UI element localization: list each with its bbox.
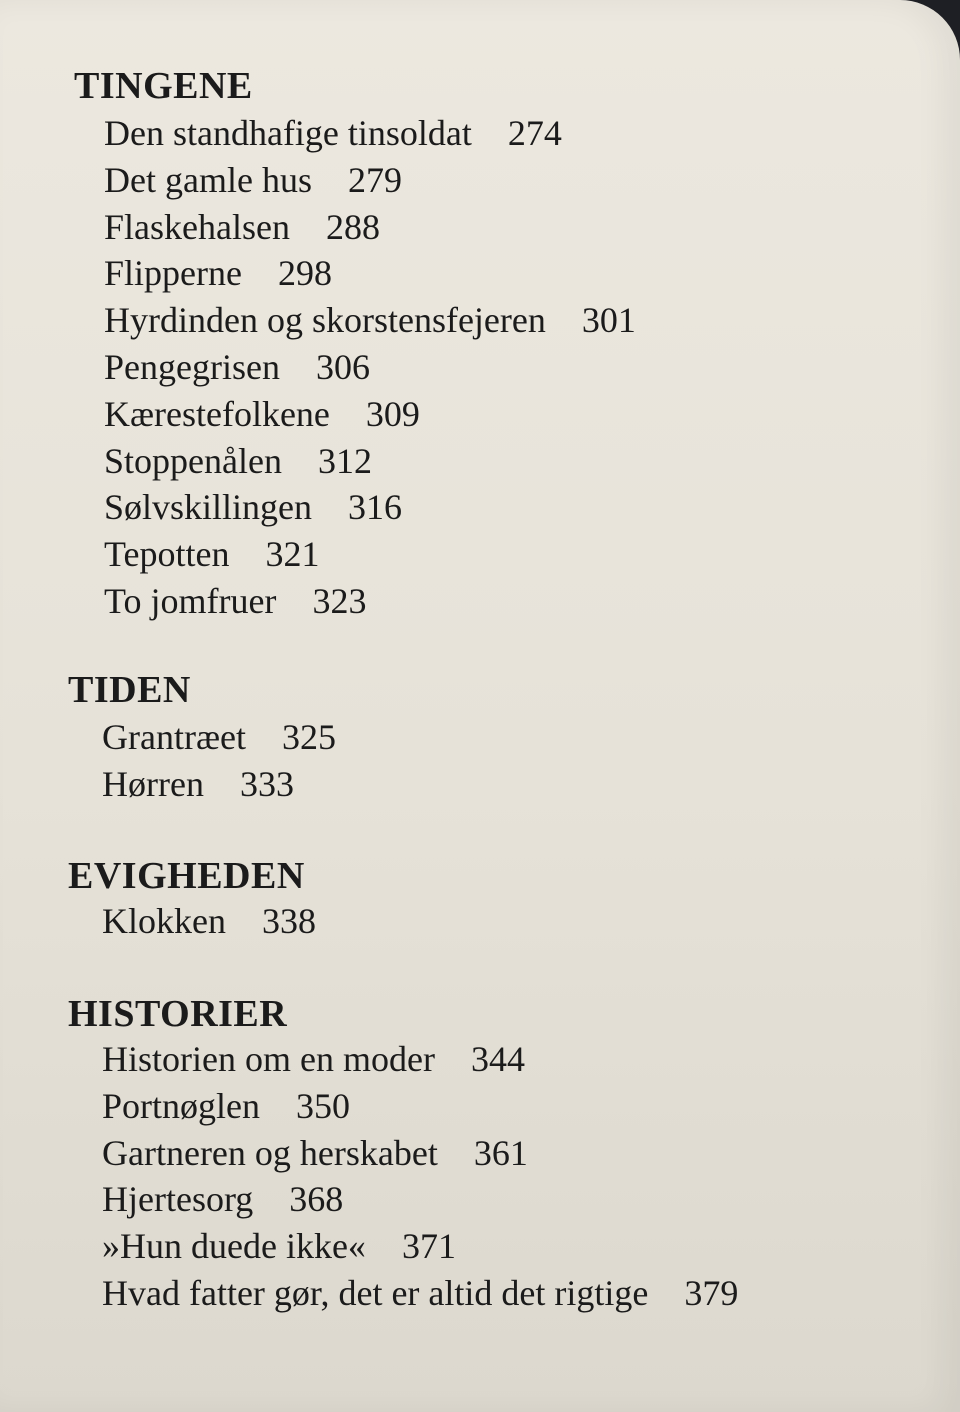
toc-section-tiden xyxy=(0,668,960,808)
entry-page-number: 379 xyxy=(684,1272,739,1313)
entry-page-number: 323 xyxy=(312,580,367,621)
entry-page-number: 368 xyxy=(289,1179,344,1220)
toc-entry xyxy=(104,110,960,157)
entry-title: »Hun duede ikke« xyxy=(102,1226,366,1267)
section-heading: HISTORIER xyxy=(68,993,288,1035)
toc-section-evigheden xyxy=(0,854,960,945)
entry-list xyxy=(0,712,960,808)
entry-title: To jomfruer xyxy=(104,580,277,621)
toc-entry xyxy=(102,1036,960,1083)
toc-entry xyxy=(104,344,960,391)
toc-entry xyxy=(104,578,960,625)
entry-title: Gartneren og herskabet xyxy=(102,1132,438,1173)
entry-page-number: 306 xyxy=(315,346,370,387)
entry-title: Flipperne xyxy=(104,253,242,294)
toc-section-tingene xyxy=(0,64,960,625)
entry-list xyxy=(0,1036,960,1317)
entry-page-number: 344 xyxy=(470,1039,525,1079)
section-heading: EVIGHEDEN xyxy=(68,855,305,897)
toc-entry xyxy=(104,391,960,438)
toc-entry xyxy=(104,157,960,204)
entry-page-number: 361 xyxy=(473,1132,528,1173)
toc-entry xyxy=(104,297,960,344)
entry-page-number: 279 xyxy=(347,159,402,200)
toc-entry xyxy=(102,1270,960,1317)
toc-entry xyxy=(102,898,960,945)
toc-entry xyxy=(102,1223,960,1270)
entry-page-number: 325 xyxy=(281,717,336,757)
entry-page-number: 321 xyxy=(265,534,320,575)
toc-entry xyxy=(104,438,960,485)
entry-title: Sølvskillingen xyxy=(104,487,313,528)
section-heading: TINGENE xyxy=(74,65,253,107)
entry-page-number: 288 xyxy=(325,206,380,247)
entry-title: Stoppenålen xyxy=(104,440,282,481)
entry-page-number: 309 xyxy=(365,393,420,434)
entry-list xyxy=(0,898,960,945)
entry-page-number: 371 xyxy=(401,1226,456,1267)
entry-title: Hvad fatter gør, det er altid det rigtige xyxy=(102,1272,649,1313)
entry-title: Pengegrisen xyxy=(104,346,280,387)
entry-title: Portnøglen xyxy=(102,1085,260,1126)
toc-entry xyxy=(102,761,960,808)
entry-page-number: 298 xyxy=(277,253,332,294)
section-heading: TIDEN xyxy=(68,669,191,711)
toc-entry xyxy=(104,484,960,531)
entry-page-number: 274 xyxy=(507,113,562,153)
entry-title: Kærestefolkene xyxy=(104,393,330,434)
entry-title: Den standhafige tinsoldat xyxy=(104,113,472,153)
entry-page-number: 350 xyxy=(296,1085,350,1126)
toc-entry xyxy=(102,1130,960,1177)
entry-title: Det gamle hus xyxy=(104,159,312,200)
entry-title: Flaskehalsen xyxy=(104,206,290,247)
entry-page-number: 338 xyxy=(261,901,316,941)
entry-list xyxy=(0,108,960,625)
toc-entry xyxy=(104,531,960,578)
toc-entry xyxy=(102,1176,960,1223)
entry-title: Hyrdinden og skorstensfejeren xyxy=(104,300,546,341)
entry-title: Historien om en moder xyxy=(102,1039,435,1079)
toc-entry xyxy=(102,714,960,761)
toc-entry xyxy=(102,1083,960,1130)
entry-page-number: 333 xyxy=(239,763,294,804)
entry-title: Tepotten xyxy=(104,534,230,575)
entry-title: Hjertesorg xyxy=(102,1179,254,1220)
toc-entry xyxy=(104,204,960,251)
entry-title: Grantræet xyxy=(102,717,246,757)
entry-page-number: 312 xyxy=(317,440,372,481)
entry-title: Hørren xyxy=(102,763,204,804)
toc-section-historier xyxy=(0,992,960,1317)
entry-page-number: 301 xyxy=(581,300,636,341)
entry-title: Klokken xyxy=(102,901,226,941)
toc-entry xyxy=(104,250,960,297)
entry-page-number: 316 xyxy=(348,487,403,528)
